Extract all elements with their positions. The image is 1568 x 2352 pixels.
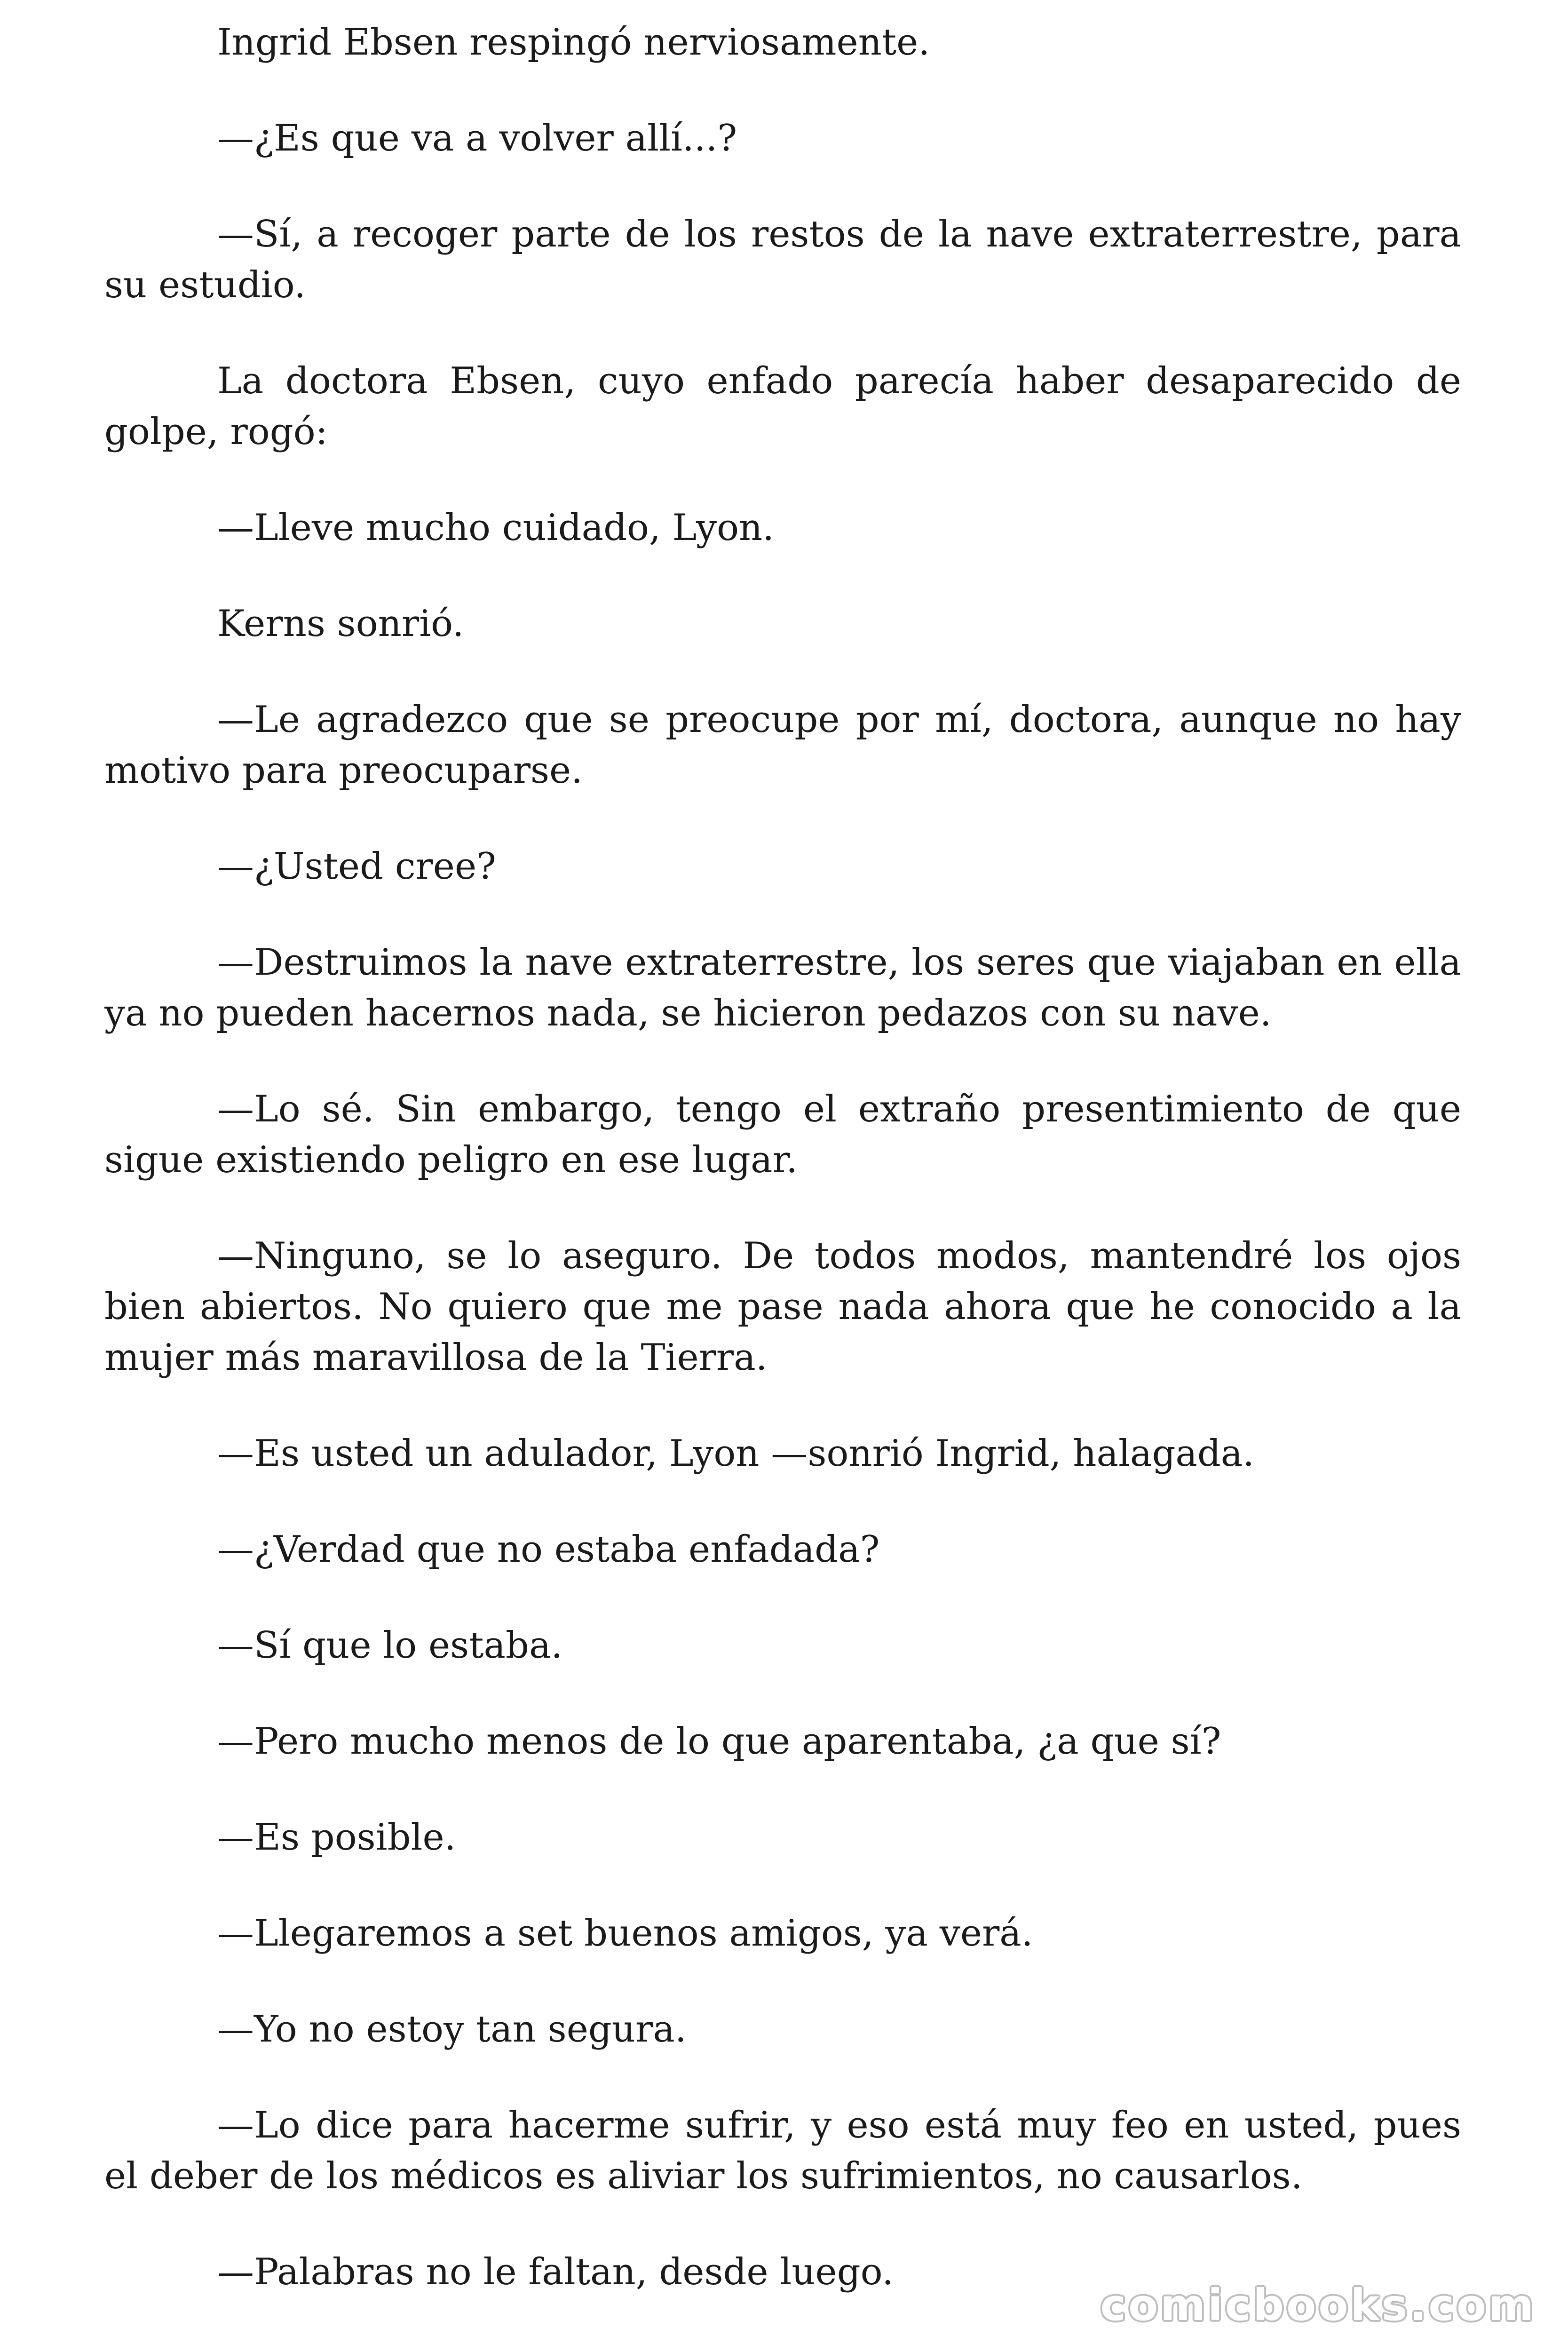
watermark-logo: comicbooks.com xyxy=(1100,2280,1536,2330)
paragraph: —Ninguno, se lo aseguro. De todos modos, mantendré los ojos bien abiertos. No quiero que me pase nada ahora que he conocido a la mujer más maravillosa de la Tierra. xyxy=(104,1235,1461,1379)
paragraph: —Pero mucho menos de lo que aparentaba, ¿a que sí? xyxy=(217,1720,1221,1763)
paragraph: —Es posible. xyxy=(217,1816,456,1859)
paragraph: —Lo dice para hacerme sufrir, y eso está muy feo en usted, pues el deber de los médicos es aliviar los sufrimientos, no causarlos. xyxy=(104,2104,1461,2197)
paragraph: —Llegaremos a set buenos amigos, ya verá. xyxy=(217,1912,1033,1955)
paragraph: —Es usted un adulador, Lyon —sonrió Ingrid, halagada. xyxy=(217,1432,1255,1475)
paragraph: —Yo no estoy tan segura. xyxy=(217,2008,687,2050)
text-column xyxy=(104,17,1461,2343)
paragraph: —Le agradezco que se preocupe por mí, doctora, aunque no hay motivo para preocuparse. xyxy=(104,699,1461,792)
paragraph: Kerns sonrió. xyxy=(217,603,464,645)
paragraph: —Sí, a recoger parte de los restos de la nave extraterrestre, para su estudio. xyxy=(104,213,1461,306)
paragraph: Ingrid Ebsen respingó nerviosamente. xyxy=(217,21,930,64)
paragraph: —Lo sé. Sin embargo, tengo el extraño presentimiento de que sigue existiendo peligro en ese lugar. xyxy=(104,1088,1461,1181)
paragraph: —Sí que lo estaba. xyxy=(217,1624,563,1667)
paragraph: —¿Verdad que no estaba enfadada? xyxy=(217,1528,880,1571)
paragraph: —Lleve mucho cuidado, Lyon. xyxy=(217,507,775,549)
paragraph: La doctora Ebsen, cuyo enfado parecía haber desaparecido de golpe, rogó: xyxy=(104,360,1461,453)
paragraph: —¿Usted cree? xyxy=(217,845,496,888)
paragraph: —Destruimos la nave extraterrestre, los seres que viajaban en ella ya no pueden hacernos nada, se hicieron pedazos con su nave. xyxy=(104,941,1461,1034)
paragraph: —¿Es que va a volver allí...? xyxy=(217,117,737,159)
paragraph: —Palabras no le faltan, desde luego. xyxy=(217,2251,894,2293)
